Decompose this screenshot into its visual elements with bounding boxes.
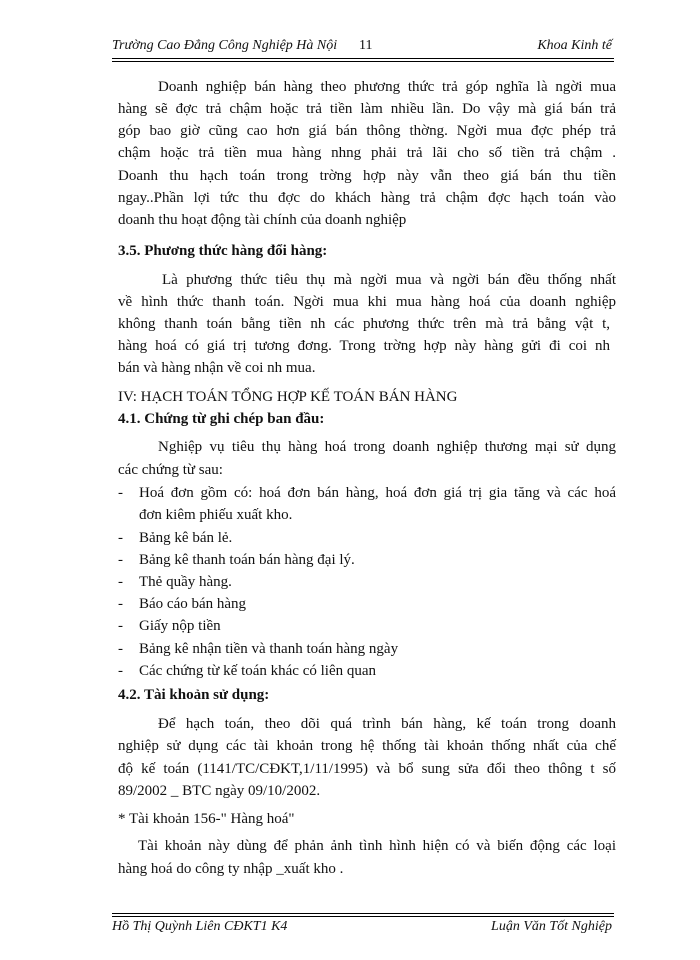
bullet-dash: - [118,574,123,590]
account-heading: * Tài khoản 156-" Hàng hoá" [118,811,295,827]
list-item: Bảng kê nhận tiền và thanh toán hàng ngày [139,641,399,657]
footer-author: Hồ Thị Quỳnh Liên CĐKT1 K4 [112,919,288,934]
text-line: chậm hoặc trả tiền mua hàng nhng phải trả lãi cho số tiền trả chậm . [118,145,616,161]
text-line: 89/2002 _ BTC ngày 09/10/2002. [118,783,321,799]
text-line: doanh thu hoạt động tài chính của doanh nghiệp [118,212,407,228]
page-header [112,38,612,56]
text-line: hàng hoá có giá trị tương đơng. Trong trờng hợp này hàng gửi đi coi nh [118,338,610,354]
list-item: đơn kiêm phiếu xuất kho. [139,507,293,523]
list-item: Hoá đơn gồm có: hoá đơn bán hàng, hoá đơn giá trị gia tăng và các hoá [139,485,616,501]
bullet-dash: - [118,618,123,634]
text-line: ngay..Phần lợi tức thu đợc do khách hàng trả chậm đợc hạch toán vào [118,190,616,206]
list-item: Bảng kê thanh toán bán hàng đại lý. [139,552,355,568]
section-heading: 4.1. Chứng từ ghi chép ban đầu: [118,411,325,427]
text-line: độ kế toán (1141/TC/CĐKT,1/11/1995) và bổ sung sửa đổi theo thông t số [118,761,616,777]
text-line: Doanh thu hạch toán trong trờng hợp này vẫn theo giá bán thu tiền [118,168,616,184]
chapter-heading: IV: HẠCH TOÁN TỔNG HỢP KẾ TOÁN BÁN HÀNG [118,389,458,405]
text-line: Nghiệp vụ tiêu thụ hàng hoá trong doanh nghiệp thương mại sử dụng [158,439,616,455]
text-line: hàng sẽ đợc trả chậm hoặc trả tiền làm nhiều lần. Do vậy mà giá bán trả [118,101,616,117]
text-line: về hình thức thanh toán. Ngời mua khi mua hàng hoá của doanh nghiệp [118,294,616,310]
list-item: Bảng kê bán lẻ. [139,530,233,546]
page-number: 11 [359,38,373,53]
text-line: Là phương thức tiêu thụ mà ngời mua và ngời bán đều thống nhất [162,272,616,288]
text-line: các chứng từ sau: [118,462,223,478]
text-line: nghiệp sử dụng các tài khoản trong hệ thống tài khoản thống nhất của chế [118,738,616,754]
list-item: Các chứng từ kế toán khác có liên quan [139,663,377,679]
text-line: hàng hoá do công ty nhập _xuất kho . [118,861,344,877]
bullet-dash: - [118,641,123,657]
section-heading: 4.2. Tài khoản sử dụng: [118,687,270,703]
bullet-dash: - [118,485,123,501]
bullet-dash: - [118,663,123,679]
text-line: Doanh nghiệp bán hàng theo phương thức trả góp nghĩa là ngời mua [158,79,616,95]
header-rule [112,58,614,62]
section-heading: 3.5. Phương thức hàng đổi hàng: [118,243,328,259]
bullet-dash: - [118,552,123,568]
header-school: Trường Cao Đẳng Công Nghiệp Hà Nội [112,38,338,53]
text-line: Để hạch toán, theo dõi quá trình bán hàng, kế toán trong doanh [158,716,616,732]
text-line: góp bao giờ cũng cao hơn giá bán thông thờng. Ngời mua đợc phép trả [118,123,616,139]
list-item: Giấy nộp tiền [139,618,221,634]
footer-title: Luận Văn Tốt Nghiệp [491,919,612,934]
bullet-dash: - [118,596,123,612]
text-line: Tài khoản này dùng để phản ảnh tình hình hiện có và biến động các loại [138,838,616,854]
text-line: không thanh toán bằng tiền nh các phương thức trên mà trả bằng vật t, [118,316,610,332]
list-item: Thẻ quầy hàng. [139,574,232,590]
text-line: bán và hàng nhận về coi nh mua. [118,360,316,376]
bullet-dash: - [118,530,123,546]
footer-rule [112,913,614,917]
header-faculty: Khoa Kinh tế [537,38,612,53]
list-item: Báo cáo bán hàng [139,596,247,612]
